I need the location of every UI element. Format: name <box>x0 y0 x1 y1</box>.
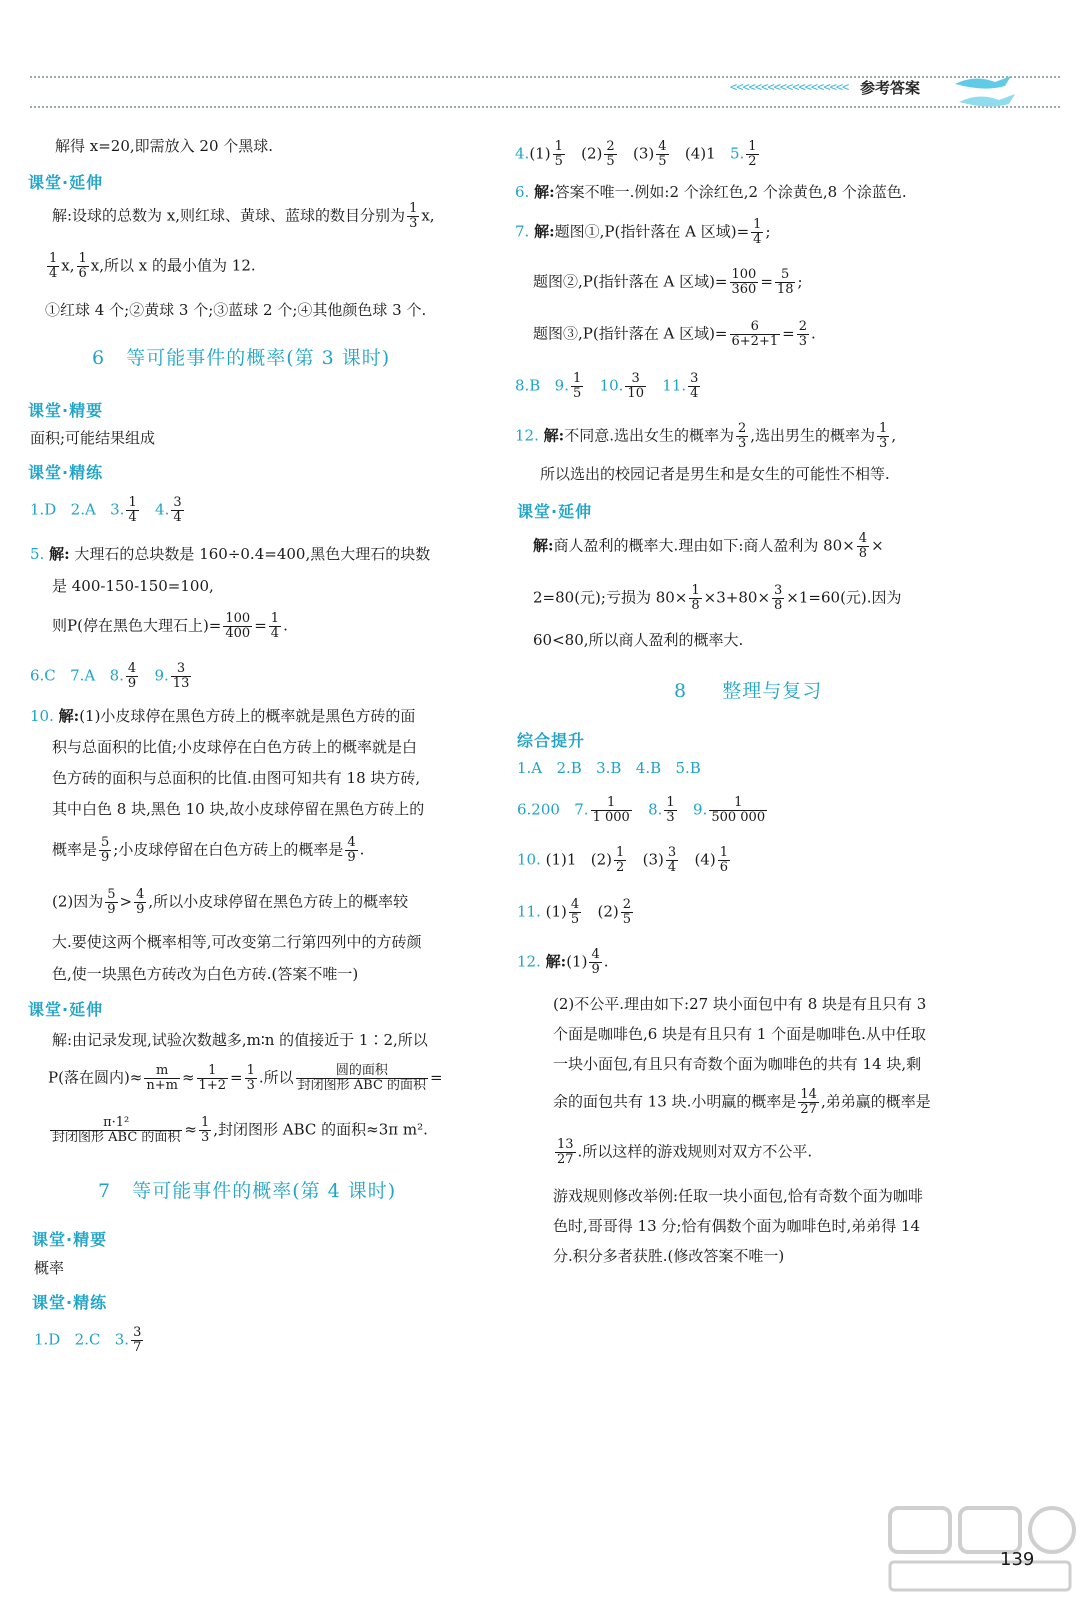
section-6-title: 6 等可能事件的概率(第 3 课时) <box>92 347 391 369</box>
fraction: $\frac{4}{8}$ <box>858 531 868 561</box>
fraction: $\frac{1}{2}$ <box>616 845 625 875</box>
fraction: $\frac{100}{360}$ <box>731 267 757 297</box>
fraction: $\frac{4}{9}$ <box>591 947 600 977</box>
fraction: $\frac{13}{27}$ <box>557 1137 574 1167</box>
comprehensive-q12-line-8: 色时,哥哥得 13 分;恰有偶数个面为咖啡色时,弟弟得 14 <box>553 1217 921 1235</box>
right-q7-line-2: 题图②,P(指针落在 A 区域)= $\frac{100}{360}$ = $\frac{5}{18}$ ; <box>533 267 803 297</box>
fraction: $\frac{14}{27}$ <box>800 1087 817 1117</box>
fraction: $\frac{1}{5}$ <box>572 371 582 401</box>
comprehensive-q12-line-9: 分.积分多者获胜.(修改答案不唯一) <box>553 1247 785 1265</box>
heading-comprehensive: 综合提升 <box>517 731 586 750</box>
left-line-4: ①红球 4 个;②黄球 3 个;③蓝球 2 个;④其他颜色球 3 个. <box>45 301 427 319</box>
q10-line-1: 10. 解:(1)小皮球停在黑色方砖上的概率就是黑色方砖的面 <box>30 707 416 725</box>
fraction: $\frac{1}{1 000}$ <box>592 795 630 825</box>
fraction: $\frac{4}{5}$ <box>570 897 580 927</box>
q10-line-4: 其中白色 8 块,黑色 10 块,故小皮球停留在黑色方砖上的 <box>52 800 425 818</box>
fraction: $\frac{5}{9}$ <box>101 835 110 865</box>
comprehensive-q10: 10. (1)1 (2) $\frac{1}{2}$ (3) $\frac{3}{4}$ (4) $\frac{1}{6}$ <box>517 845 728 875</box>
fraction: $\frac{1}{3}$ <box>200 1115 210 1145</box>
left-line-2: 解:设球的总数为 x,则红球、黄球、蓝球的数目分别为 $\frac{1}{3}$ x, <box>52 201 435 231</box>
fraction: $\frac{1}{3}$ <box>246 1063 255 1093</box>
q10-line-7: 大.要使这两个概率相等,可改变第二行第四列中的方砖颜 <box>52 933 422 951</box>
extend-2-line-1: 解:由记录发现,试验次数越多,m∶n 的值接近于 1∶2,所以 <box>52 1031 428 1049</box>
fraction: $\frac{1}{3}$ <box>666 795 675 825</box>
q5-line-1: 5. 解: 大理石的总块数是 160÷0.4=400,黑色大理石的块数 <box>30 545 431 563</box>
q10-line-8: 色,使一块黑色方砖改为白色方砖.(答案不唯一) <box>52 965 359 983</box>
heading-essentials-2: 课堂·精要 <box>32 1230 108 1249</box>
fraction: $\frac{1}{1+2}$ <box>198 1063 226 1093</box>
fraction: $\frac{3}{4}$ <box>690 371 699 401</box>
comprehensive-answers-1-5: 1.A 2.B 3.B 4.B 5.B <box>517 759 701 777</box>
comprehensive-q12-line-1: 12. 解:(1) $\frac{4}{9}$ . <box>517 947 609 977</box>
heading-essentials-1: 课堂·精要 <box>28 401 104 420</box>
comprehensive-q12-line-5: 余的面包共有 13 块.小明赢的概率是 $\frac{14}{27}$ ,弟弟赢的概率是 <box>553 1087 931 1117</box>
extend-2-line-3: $\frac{\text{π·1²}}{\text{封闭图形 ABC 的面积}}$ ≈ $\frac{1}{3}$ ,封闭图形 ABC 的面积≈3π m². <box>52 1115 428 1145</box>
fraction: $\frac{m}{n+m}$ <box>146 1063 178 1093</box>
comprehensive-q12-line-6: $\frac{13}{27}$ .所以这样的游戏规则对双方不公平. <box>557 1137 813 1167</box>
heading-practice-1: 课堂·精练 <box>28 463 104 482</box>
comprehensive-q12-line-4: 一块小面包,有且只有奇数个面为咖啡色的共有 14 块,剩 <box>553 1055 922 1073</box>
section-7-title: 7 等可能事件的概率(第 4 课时) <box>98 1180 397 1202</box>
fraction: $\frac{1}{500 000}$ <box>711 795 766 825</box>
extend-3-line-1: 解:商人盈利的概率大.理由如下:商人盈利为 80× $\frac{4}{8}$ × <box>533 531 884 561</box>
essentials-2-text: 概率 <box>34 1259 65 1277</box>
heading-extend-2: 课堂·延伸 <box>28 1000 104 1019</box>
right-q6: 6. 解:答案不唯一.例如:2 个涂红色,2 个涂黄色,8 个涂蓝色. <box>515 183 907 201</box>
heading-extend-3: 课堂·延伸 <box>517 502 593 521</box>
fraction: $\frac{3}{4}$ <box>667 845 677 875</box>
comprehensive-q11: 11. (1) $\frac{4}{5}$ (2) $\frac{2}{5}$ <box>517 897 632 927</box>
left-line-3: $\frac{1}{4}$ x, $\frac{1}{6}$ x,所以 x 的最小值为 12. <box>49 251 256 281</box>
fraction: $\frac{\text{圆的面积}}{\text{封闭图形 ABC 的面积}}$ <box>297 1063 427 1093</box>
header-arrows: <<<<<<<<<<<<<<<<<<< <box>730 80 849 94</box>
fraction: $\frac{1}{6}$ <box>719 845 728 875</box>
fraction: $\frac{1}{3}$ <box>879 421 888 451</box>
header-decoration-icon <box>955 70 1025 114</box>
right-answers-8-11: 8.B 9. $\frac{1}{5}$ 10. $\frac{3}{10}$ 11. $\frac{3}{4}$ <box>515 371 699 401</box>
fraction: $\frac{1}{4}$ <box>128 495 137 525</box>
practice-2-answers: 1.D 2.C 3. $\frac{3}{7}$ <box>34 1325 142 1355</box>
essentials-1-text: 面积;可能结果组成 <box>30 429 156 447</box>
fraction: $\frac{2}{3}$ <box>737 421 747 451</box>
watermark-logo-icon <box>880 1500 1080 1600</box>
fraction: $\frac{4}{9}$ <box>347 835 356 865</box>
fraction: $\frac{3}{13}$ <box>172 661 190 691</box>
fraction: $\frac{2}{3}$ <box>798 319 807 349</box>
fraction: $\frac{6}{6+2+1}$ <box>731 319 779 349</box>
extend-3-line-2: 2=80(元);亏损为 80× $\frac{1}{8}$ ×3+80× $\frac{3}{8}$ ×1=60(元).因为 <box>533 583 902 613</box>
fraction: $\frac{1}{4}$ <box>49 251 58 281</box>
left-line-1: 解得 x=20,即需放入 20 个黑球. <box>55 137 274 155</box>
fraction: $\frac{1}{3}$ <box>409 201 418 231</box>
fraction: $\frac{1}{8}$ <box>691 583 700 613</box>
practice-1-answers: 1.D 2.A 3. $\frac{1}{4}$ 4. $\frac{3}{4}$ <box>30 495 182 525</box>
comprehensive-q12-line-3: 个面是咖啡色,6 块是有且只有 1 个面是咖啡色.从中任取 <box>553 1025 926 1043</box>
fraction: $\frac{100}{400}$ <box>225 611 251 641</box>
comprehensive-q12-line-2: (2)不公平.理由如下:27 块小面包中有 8 块是有且只有 3 <box>553 995 927 1013</box>
comprehensive-q12-line-7: 游戏规则修改举例:任取一块小面包,恰有奇数个面为咖啡 <box>553 1187 923 1205</box>
extend-2-line-2: P(落在圆内)≈ $\frac{m}{n+m}$ ≈ $\frac{1}{1+2}$ = $\frac{1}{3}$ .所以 $\frac{\text{圆的面积}}{\text{封闭图形 ABC 的面积}}$ = <box>48 1063 443 1093</box>
q10-line-6: (2)因为 $\frac{5}{9}$ > $\frac{4}{9}$ ,所以小皮球停留在黑色方砖上的概率较 <box>52 887 409 917</box>
right-q7-line-1: 7. 解:题图①,P(指针落在 A 区域)= $\frac{1}{4}$ ; <box>515 217 771 247</box>
q10-line-3: 色方砖的面积与总面积的比值.由图可知共有 18 块方砖, <box>52 769 421 787</box>
fraction: $\frac{\text{π·1²}}{\text{封闭图形 ABC 的面积}}$ <box>52 1115 181 1145</box>
right-q12-line-2: 所以选出的校园记者是男生和是女生的可能性不相等. <box>540 465 890 483</box>
fraction: $\frac{1}{4}$ <box>270 611 280 641</box>
section-8-title: 8 整理与复习 <box>674 680 823 702</box>
heading-extend-1: 课堂·延伸 <box>28 173 104 192</box>
fraction: $\frac{5}{18}$ <box>776 267 794 297</box>
fraction: $\frac{3}{7}$ <box>133 1325 142 1355</box>
fraction: $\frac{3}{4}$ <box>173 495 182 525</box>
fraction: $\frac{4}{5}$ <box>658 139 667 169</box>
extend-3-line-3: 60<80,所以商人盈利的概率大. <box>533 631 744 649</box>
right-answers-4-5: 4.(1) $\frac{1}{5}$ (2) $\frac{2}{5}$ (3) $\frac{4}{5}$ (4)1 5. $\frac{1}{2}$ <box>515 139 757 169</box>
fraction: $\frac{1}{5}$ <box>554 139 563 169</box>
fraction: $\frac{1}{2}$ <box>748 139 757 169</box>
right-q12-line-1: 12. 解:不同意.选出女生的概率为 $\frac{2}{3}$ ,选出男生的概率为 $\frac{1}{3}$ , <box>515 421 897 451</box>
q10-line-2: 积与总面积的比值;小皮球停在白色方砖上的概率就是白 <box>52 738 418 756</box>
fraction: $\frac{3}{8}$ <box>774 583 783 613</box>
page-number: 139 <box>1000 1549 1035 1570</box>
q10-line-5: 概率是 $\frac{5}{9}$ ;小皮球停留在白色方砖上的概率是 $\frac{4}{9}$ . <box>52 835 365 865</box>
fraction: $\frac{1}{6}$ <box>78 251 87 281</box>
q5-line-2: 是 400-150-150=100, <box>52 577 214 595</box>
q5-line-3: 则P(停在黑色大理石上)= $\frac{100}{400}$ = $\frac{1}{4}$ . <box>52 611 288 641</box>
fraction: $\frac{4}{9}$ <box>127 661 137 691</box>
heading-practice-2: 课堂·精练 <box>32 1293 108 1312</box>
fraction: $\frac{4}{9}$ <box>136 887 145 917</box>
fraction: $\frac{2}{5}$ <box>622 897 632 927</box>
comprehensive-answers-6-9: 6.200 7. $\frac{1}{1 000}$ 8. $\frac{1}{3}$ 9. $\frac{1}{500 000}$ <box>517 795 766 825</box>
fraction: $\frac{3}{10}$ <box>627 371 644 401</box>
fraction: $\frac{1}{4}$ <box>753 217 762 247</box>
answers-6-9: 6.C 7.A 8. $\frac{4}{9}$ 9. $\frac{3}{13}$ <box>30 661 190 691</box>
header-rule-bottom <box>30 106 1060 108</box>
header-title: 参考答案 <box>860 79 921 97</box>
fraction: $\frac{5}{9}$ <box>107 887 116 917</box>
fraction: $\frac{2}{5}$ <box>606 139 615 169</box>
right-q7-line-3: 题图③,P(指针落在 A 区域)= $\frac{6}{6+2+1}$ = $\frac{2}{3}$ . <box>533 319 816 349</box>
